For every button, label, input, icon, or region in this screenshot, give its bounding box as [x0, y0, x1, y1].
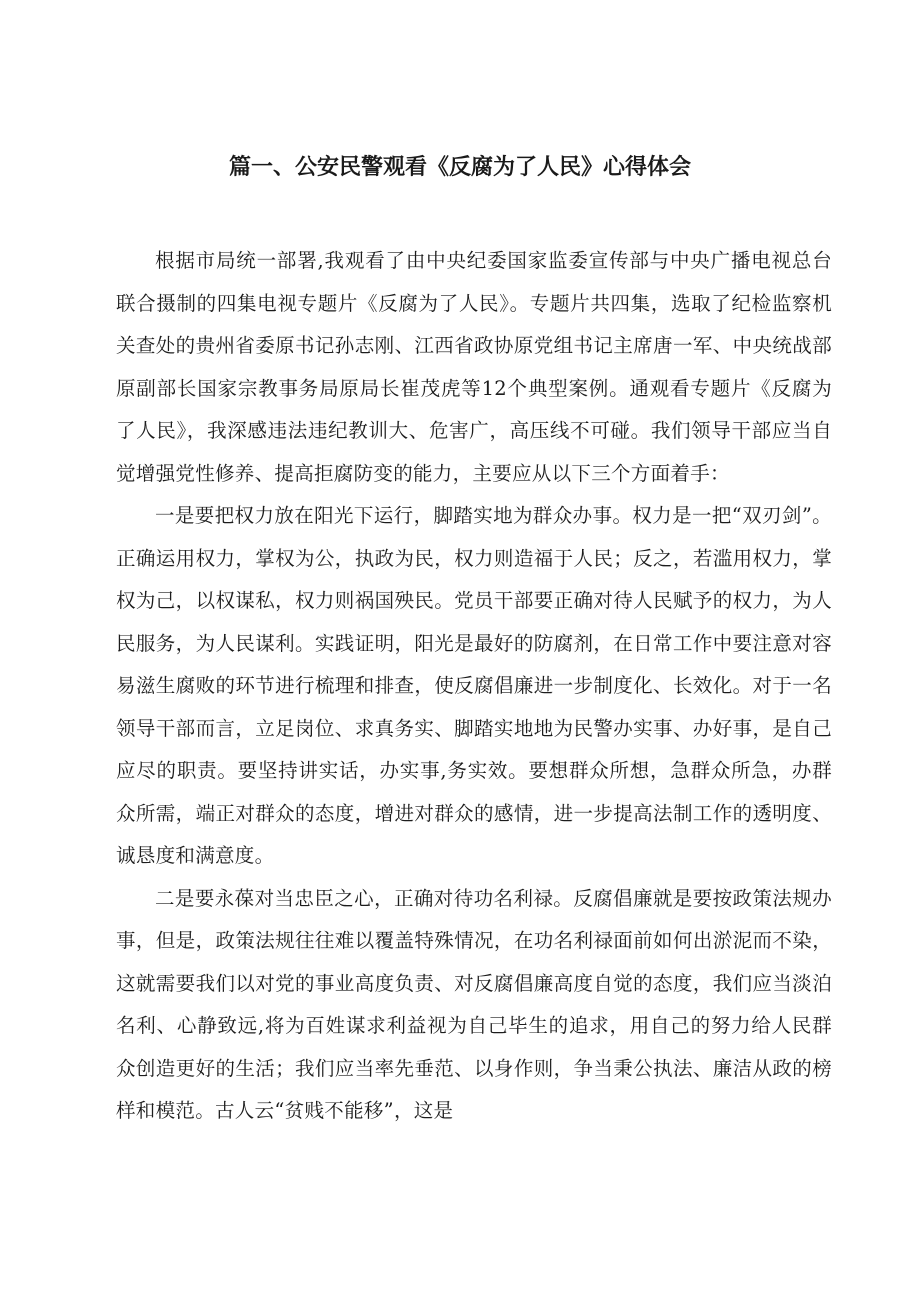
paragraph-point-one: 一是要把权力放在阳光下运行，脚踏实地为群众办事。权力是一把“双刃剑”。正确运用权力，掌权为公，执政为民，权力则造福于人民；反之，若滥用权力，掌权为己，以权谋私，权力则祸国殃民。党员干部要正确对待人民赋予的权力，为人民服务，为人民谋利。实践证明，阳光是最好的防腐剂，在日常工作中要注意对容易滋生腐败的环节进行梳理和排查，使反腐倡廉进一步制度化、长效化。对于一名领导干部而言，立足岗位、求真务实、脚踏实地地为民警办实事、办好事，是自己应尽的职责。要坚持讲实话，办实事,务实效。要想群众所想，急群众所急，办群众所需，端正对群众的态度，增进对群众的感情，进一步提高法制工作的透明度、诚恳度和满意度。	[116, 504, 832, 867]
paragraph-point-two: 二是要永葆对当忠臣之心，正确对待功名利禄。反腐倡廉就是要按政策法规办事，但是，政策法规往往难以覆盖特殊情况，在功名利禄面前如何出淤泥而不染，这就需要我们以对党的事业高度负责、对反腐倡廉高度自觉的态度，我们应当淡泊名利、心静致远,将为百姓谋求利益视为自己毕生的追求，用自己的努力给人民群众创造更好的生活；我们应当率先垂范、以身作则，争当秉公执法、廉洁从政的榜样和模范。古人云“贫贱不能移”，这是	[116, 886, 832, 1122]
document-title: 篇一、公安民警观看《反腐为了人民》心得体会	[228, 155, 691, 180]
document-body	[116, 240, 832, 1133]
paragraph-intro: 根据市局统一部署,我观看了由中央纪委国家监委宣传部与中央广播电视总台联合摄制的四集电视专题片《反腐为了人民》。专题片共四集，选取了纪检监察机关查处的贵州省委原书记孙志刚、江西省政协原党组书记主席唐一军、中央统战部原副部长国家宗教事务局原局长崔茂虎等12个典型案例。通观看专题片《反腐为了人民》，我深感违法违纪教训大、危害广，高压线不可碰。我们领导干部应当自觉增强党性修养、提高拒腐防变的能力，主要应从以下三个方面着手：	[116, 249, 832, 485]
